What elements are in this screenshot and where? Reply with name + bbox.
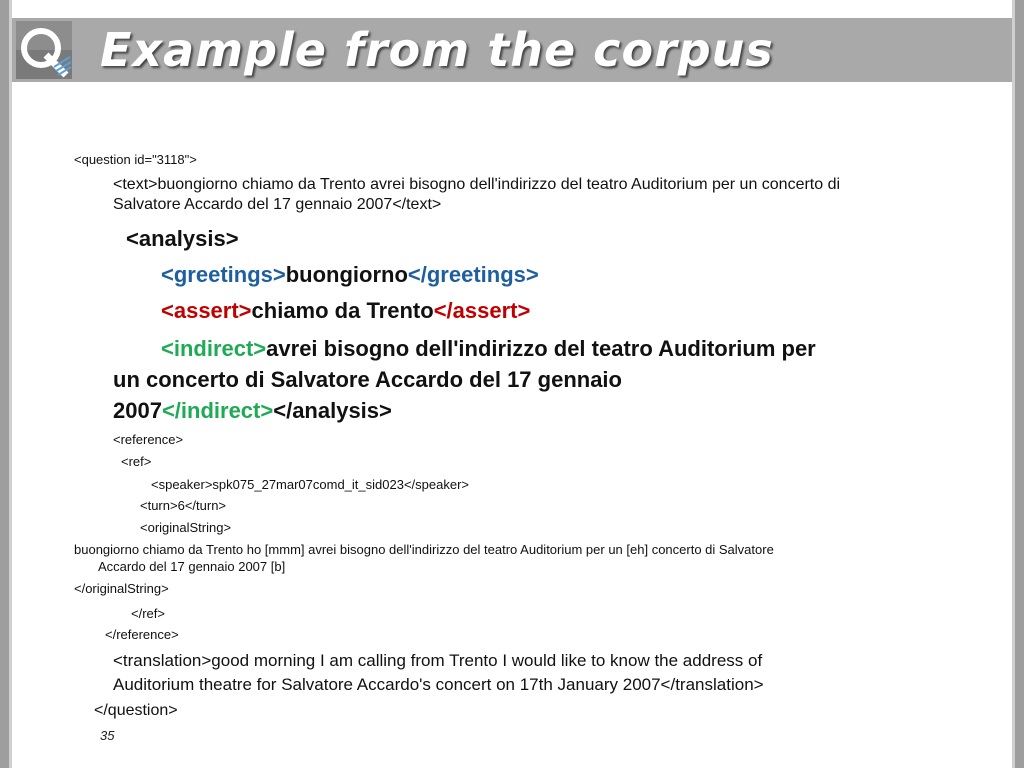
original-line-1: buongiorno chiamo da Trento ho [mmm] avrei bisogno dell'indirizzo del teatro Auditorium per un [eh] concerto di Salvatore: [74, 542, 774, 557]
translation-line-1: <translation>good morning I am calling from Trento I would like to know the address of: [113, 651, 763, 670]
assert-open-tag: <assert>: [161, 298, 252, 323]
text-line-2: Salvatore Accardo del 17 gennaio 2007</text>: [113, 196, 442, 213]
question-close-line: </question>: [94, 702, 178, 719]
indirect-line-3: [113, 398, 392, 424]
greetings-content: buongiorno: [285, 262, 408, 287]
greetings-line: [161, 262, 539, 288]
greetings-open-tag: <greetings>: [161, 262, 286, 287]
assert-close-tag: </assert>: [433, 298, 531, 323]
ref-close-line: </ref>: [131, 606, 165, 621]
assert-line: [161, 298, 530, 324]
indirect-line-1: [161, 336, 816, 362]
indirect-content-1: avrei bisogno dell'indirizzo del teatro Auditorium per: [266, 336, 816, 361]
reference-close-line: </reference>: [105, 627, 179, 642]
speaker-line: <speaker>spk075_27mar07comd_it_sid023</speaker>: [151, 477, 469, 492]
reference-open-line: <reference>: [113, 432, 184, 447]
indirect-open-tag: <indirect>: [161, 336, 267, 361]
original-open-line: <originalString>: [140, 520, 232, 535]
original-close-line: </originalString>: [74, 581, 169, 596]
page-number: 35: [100, 728, 115, 743]
assert-content: chiamo da Trento: [251, 298, 434, 323]
ref-open-line: <ref>: [121, 454, 152, 469]
indirect-close-tag: </indirect>: [161, 398, 274, 423]
greetings-close-tag: </greetings>: [407, 262, 539, 287]
text-line-1: <text>buongiorno chiamo da Trento avrei bisogno dell'indirizzo del teatro Auditorium per un concerto di: [113, 176, 841, 193]
question-open-line: <question id="3118">: [74, 152, 197, 167]
page-title: Example from the corpus: [100, 23, 774, 77]
analysis-close-tag: </analysis>: [273, 398, 392, 423]
analysis-open-line: <analysis>: [126, 226, 239, 251]
translation-line-2: Auditorium theatre for Salvatore Accardo's concert on 17th January 2007</translation>: [113, 675, 764, 694]
original-line-2: Accardo del 17 gennaio 2007 [b]: [98, 559, 286, 574]
indirect-content-3: 2007: [113, 398, 162, 423]
indirect-line-2: un concerto di Salvatore Accardo del 17 gennaio: [113, 367, 622, 392]
turn-line: <turn>6</turn>: [140, 498, 227, 513]
